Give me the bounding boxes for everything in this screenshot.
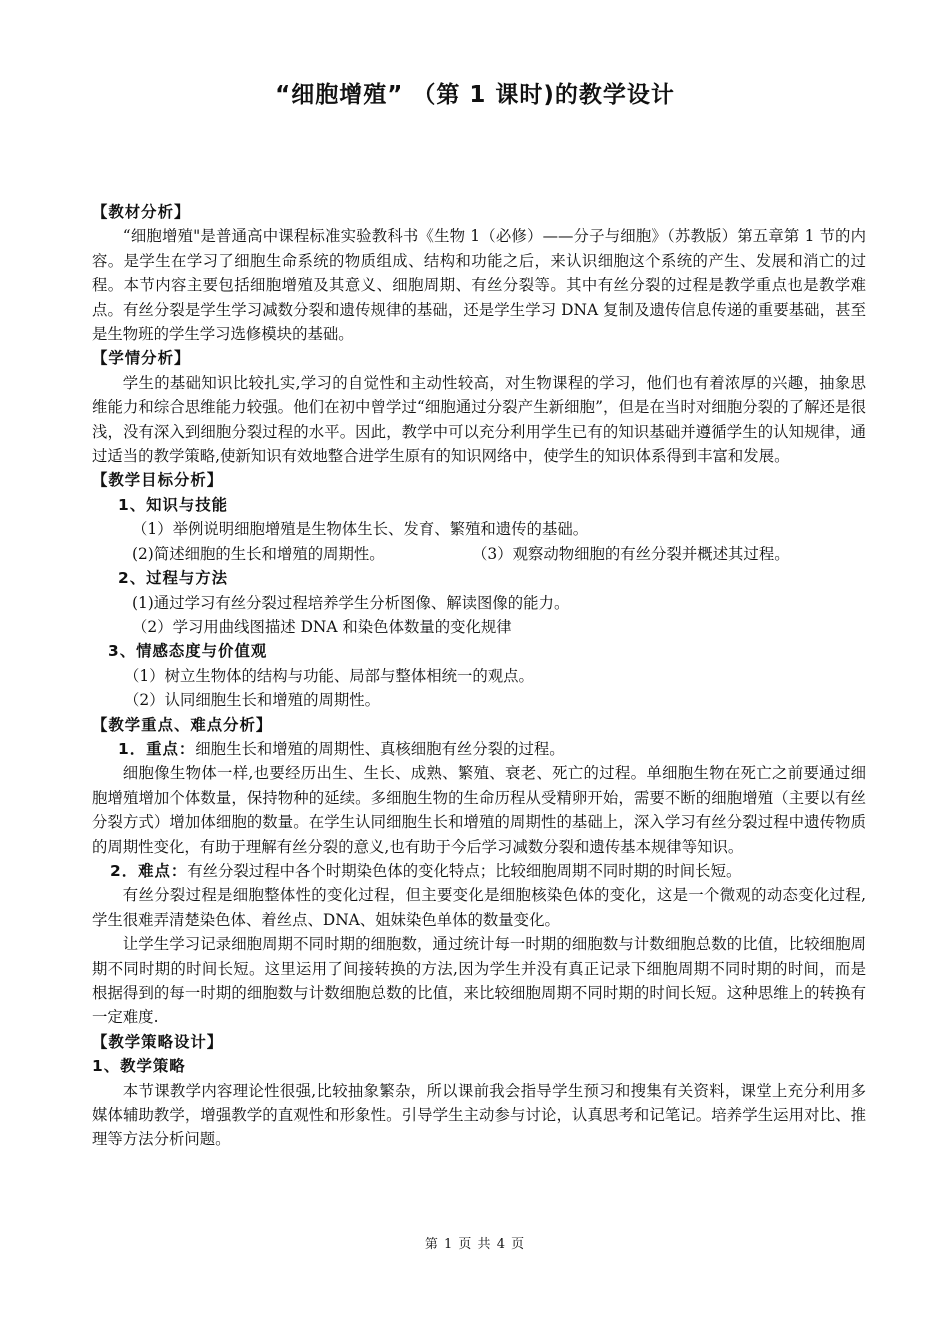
paragraph-difficulty-2: 让学生学习记录细胞周期不同时期的细胞数，通过统计每一时期的细胞数与计数细胞总数的比值，比较细胞周期不同时期的时间长短。这里运用了间接转换的方法,因为学生并没有真正记录下细胞周期不同时期的时间，而是根据得到的每一时期的细胞数与计数细胞总数的比值，来比较细胞周期不同时期的时间长短。这种思维上的转换有一定难度.: [92, 935, 866, 1027]
paragraph-key-point: 细胞像生物体一样,也要经历出生、生长、成熟、繁殖、衰老、死亡的过程。单细胞生物在死亡之前要通过细胞增殖增加个体数量，保持物种的延续。多细胞生物的生命历程从受精卵开始，需要不断的细胞增殖（主要以有丝分裂方式）增加体细胞的数量。在学生认同细胞生长和增殖的周期性的基础上，深入学习有丝分裂过程中遗传物质的周期性变化，有助于理解有丝分裂的意义,也有助于今后学习减数分裂和遗传基本规律等知识。: [92, 764, 866, 856]
goal-item: （1）举例说明细胞增殖是生物体生长、发育、繁殖和遗传的基础。: [132, 520, 589, 539]
section-heading-material: 【教材分析】: [92, 203, 191, 221]
subheading-attitude: 3、情感态度与价值观: [108, 642, 268, 661]
goal-item: (2)简述细胞的生长和增殖的周期性。: [132, 544, 385, 563]
goal-item: （1）树立生物体的结构与功能、局部与整体相统一的观点。: [124, 666, 534, 685]
goal-row: [92, 542, 866, 566]
document-title: “细胞增殖” （第 1 课时)的教学设计: [275, 82, 675, 108]
section-heading-goals: 【教学目标分析】: [92, 471, 224, 490]
difficulty-label: 2．难点：: [110, 861, 188, 880]
page-footer: 第 1 页 共 4 页: [424, 1237, 526, 1252]
goal-item: (1)通过学习有丝分裂过程培养学生分析图像、解读图像的能力。: [132, 593, 570, 612]
goal-item: （2）学习用曲线图描述 DNA 和染色体数量的变化规律: [132, 617, 512, 636]
subheading-strategy: 1、教学策略: [92, 1057, 186, 1076]
key-point-line: [92, 737, 866, 761]
subheading-process: 2、过程与方法: [118, 569, 229, 588]
key-point-label: 1．重点：: [118, 739, 196, 758]
paragraph-strategy: 本节课教学内容理论性很强,比较抽象繁杂，所以课前我会指导学生预习和搜集有关资料，课堂上充分利用多媒体辅助教学，增强教学的直观性和形象性。引导学生主动参与讨论，认真思考和记笔记。培养学生运用对比、推理等方法分析问题。: [92, 1081, 866, 1149]
subheading-knowledge: 1、知识与技能: [118, 495, 229, 514]
goal-item: （2）认同细胞生长和增殖的周期性。: [124, 691, 381, 710]
paragraph-material: “细胞增殖"是普通高中课程标准实验教科书《生物 1（必修）——分子与细胞》（苏教版）第五章第 1 节的内容。是学生在学习了细胞生命系统的物质组成、结构和功能之后，来认识细胞这个系统的产生、发展和消亡的过程。本节内容主要包括细胞增殖及其意义、细胞周期、有丝分裂等。其中有丝分裂的过程是教学重点也是教学难点。有丝分裂是学生学习减数分裂和遗传规律的基础，还是学生学习 DNA 复制及遗传信息传递的重要基础，甚至是生物班的学生学习选修模块的基础。: [92, 227, 866, 344]
key-point-text: 细胞生长和增殖的周期性、真核细胞有丝分裂的过程。: [195, 739, 565, 758]
section-heading-strategy: 【教学策略设计】: [92, 1032, 224, 1051]
document-body: [92, 200, 866, 1152]
paragraph-difficulty-1: 有丝分裂过程是细胞整体性的变化过程，但主要变化是细胞核染色体的变化，这是一个微观的动态变化过程,学生很难弄清楚染色体、着丝点、DNA、姐妹染色单体的数量变化。: [92, 886, 866, 929]
goal-item: （3）观察动物细胞的有丝分裂并概述其过程。: [472, 544, 790, 563]
difficulty-text: 有丝分裂过程中各个时期染色体的变化特点；比较细胞周期不同时期的时间长短。: [187, 861, 742, 880]
difficulty-line: [92, 859, 866, 883]
section-heading-students: 【学情分析】: [92, 349, 191, 368]
section-heading-keypoints: 【教学重点、难点分析】: [92, 715, 273, 734]
paragraph-students: 学生的基础知识比较扎实,学习的自觉性和主动性较高，对生物课程的学习，他们也有着浓厚的兴趣，抽象思维能力和综合思维能力较强。他们在初中曾学过“细胞通过分裂产生新细胞”，但是在当时对细胞分裂的了解还是很浅，没有深入到细胞分裂过程的水平。因此，教学中可以充分利用学生已有的知识基础并遵循学生的认知规律，通过适当的教学策略,使新知识有效地整合进学生原有的知识网络中，使学生的知识体系得到丰富和发展。: [92, 373, 866, 466]
